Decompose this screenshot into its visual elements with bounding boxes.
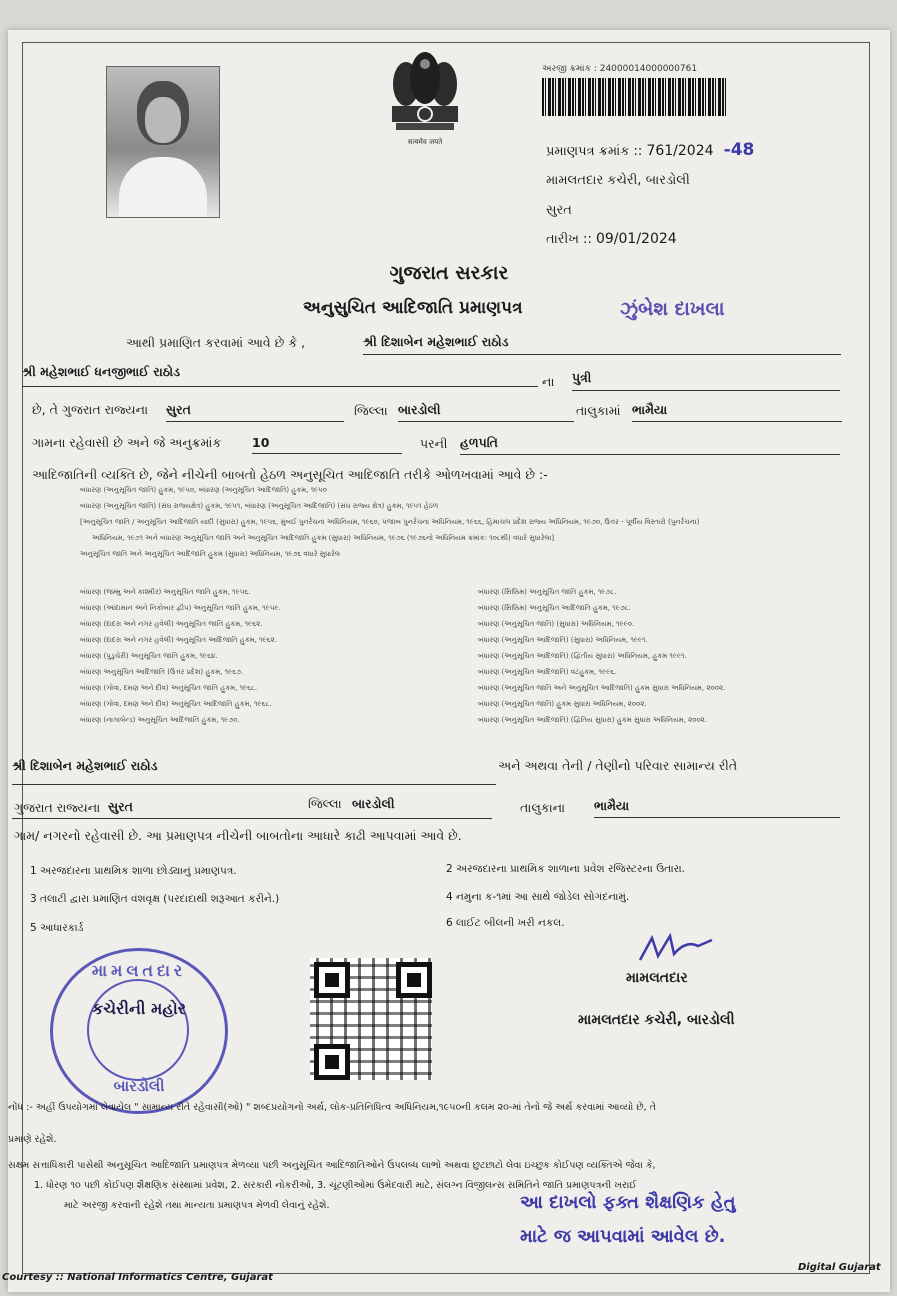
district: બારડોલી [398, 402, 574, 422]
document-4: 4 નમુના ક-૧માં આ સાથે જોડેલ સોગંદનામું. [446, 891, 630, 903]
family-text: અને અથવા તેની / તેણીનો પરિવાર સામાન્ય રીતે [498, 758, 738, 773]
issuing-district: સુરત [546, 203, 572, 218]
state-prefix: ગુજરાત રાજ્યના [14, 800, 101, 815]
note-line-3: સક્ષમ સત્તાધિકારી પાસેથી અનુસૂચિત આદિજાતિ પ્રમાણપત્ર મેળવ્યા પછી અનુસૂચિત આદિજાતિઓને ઉપલબ્ધ લાભો અથવા છુટછાટો લેવા ઇચ્છુક કોઈપણ વ્યક્તિએ જેવા કે, [8, 1160, 656, 1171]
document-3: 3 તલાટી દ્વારા પ્રમાણિત વંશવૃક્ષ (પરદાદાથી શરૂઆત કરીને.) [30, 893, 280, 905]
handwritten-note-2: માટે જ આપવામાં આવેલ છે. [520, 1226, 726, 1247]
document-6: 6 લાઈટ બીલની ખરી નકલ. [446, 917, 565, 929]
signature-mark [636, 930, 716, 966]
holder-name-2: શ્રી દિશાબેન મહેશભાઈ રાઠોડ [12, 758, 496, 785]
on-label: પરની [420, 436, 448, 451]
taluka-label-2: તાલુકાના [520, 800, 566, 815]
resident-text: ગામના રહેવાસી છે અને જે અનુક્રમાંક [32, 435, 222, 450]
office-seal: મામલતદાર કચેરીની મહોર બારડોલી [50, 948, 228, 1114]
district-label: જિલ્લા [354, 403, 388, 418]
village-2: સુરત [108, 799, 133, 814]
certificate-type-title: અનુસુચિત આદિજાતિ પ્રમાણપત્ર [303, 298, 523, 318]
holder-name: શ્રી દિશાબેન મહેશભાઈ રાઠોડ [363, 334, 841, 355]
applicant-photo [106, 66, 220, 218]
taluka: ભામૈયા [632, 402, 842, 422]
note-line-1: નોંધ :- અહીં ઉપયોગમાં લેવાયેલ " સામાન્ય રીતે રહેવાસી(ઓ) " શબ્દપ્રયોગનો અર્થ, લોક-પ્રતિનિધિત્વ અધિનિયમ,૧૯૫૦ની કલમ ૨૦-માં તેનો જે અર્થ કરવામાં આવ્યો છે, તે [8, 1102, 656, 1113]
qr-code [310, 958, 432, 1080]
handwritten-note-1: આ દાખલો ફક્ત શૈક્ષણિક હેતુ [520, 1192, 736, 1213]
footer-courtesy: Courtesy :: National Informatics Centre, Gujarat [2, 1272, 273, 1283]
campaign-stamp: ઝુંબેશ દાખલા [620, 298, 725, 320]
issue-date: તારીખ :: 09/01/2024 [546, 231, 677, 247]
document-2: 2 અરજદારના પ્રાથમિક શાળાના પ્રવેશ રજિસ્ટરના ઉતારા. [446, 863, 686, 875]
taluka-label: તાલુકામાં [576, 403, 621, 418]
note-line-5: માટે અરજી કરવાની રહેશે તથા માન્યતા પ્રમાણપત્ર મેળવી લેવાનું રહેશે. [64, 1200, 330, 1211]
national-emblem-icon [386, 46, 464, 146]
signatory-title: મામલતદાર [626, 970, 688, 986]
orders-left: બંધારણ (જમ્મુ અને કાશ્મીર) અનુસૂચિત જાતિ હુકમ, ૧૯૫૬. બંધારણ (આંદામાન અને નિકોબાર દ્વીપ) અનુસૂચિત જાતિ હુકમ, ૧૯૫૯. બંધારણ (દાદરા અને નગર હવેલી) અનુસૂચિત જાતિ હુકમ, ૧૯૬૨. બંધારણ (દાદરા અને નગર હવેલી) અનુસૂચિત આદિજાતિ હુકમ, ૧૯૬૨. બંધારણ (પુડુચેરી) અનુસૂચિત જાતિ હુકમ, ૧૯૬૪. બંધારણ અનુસૂચિત આદિજાતિ (ઉત્તર પ્રદેશ) હુકમ, ૧૯૬૭. બંધારણ (ગોવા, દમણ અને દીવ) અનુસૂચિત જાતિ હુકમ, ૧૯૬૮. બંધારણ (ગોવા, દમણ અને દીવ) અનુસૂચિત આદિજાતિ હુકમ, ૧૯૬૮. બંધારણ (નાગાલેન્ડ) અનુસૂચિત આદિજાતિ હુકમ, ૧૯૭૦. [80, 588, 281, 724]
footer-brand: Digital Gujarat [798, 1262, 881, 1273]
serial-number: 10 [252, 435, 402, 454]
certificate-number: પ્રમાણપત્ર ક્રમાંક :: 761/2024 -48 [546, 140, 755, 160]
district-2: બારડોલી [352, 796, 395, 811]
underline [12, 818, 492, 819]
district-label-2: જિલ્લા [308, 796, 342, 811]
relation: પુત્રી [572, 370, 840, 391]
document-1: 1 અરજદારના પ્રાથમિક શાળા છોડ્યાનું પ્રમાણપત્ર. [30, 865, 237, 877]
of-label: ના [542, 374, 555, 389]
orders-top: બંધારણ (અનુસૂચિત જાતિ) હુકમ, ૧૯૫૦, બંધારણ (અનુસૂચિત આદિજાતિ) હુકમ, ૧૯૫૦ બંધારણ (અનુસૂચિત જાતિ) (સંઘ રાજ્યક્ષેત્ર) હુકમ, ૧૯૫૧, બંધારણ (અનુસૂચિત આદિજાતિ) (સંઘ રાજ્ય ક્ષેત્ર) હુકમ, ૧૯૫૧ હેઠળ [અનુસૂચિત જાતિ / અનુસૂચિત આદિજાતિ યાદી (સુધારા) હુકમ, ૧૯૫૬, મુંબઈ પુનર્રચના અધિનિયમ, ૧૯૬૦, પંજાબ પુનર્રચના અધિનિયમ, ૧૯૬૬, હિમાચલ પ્રદેશ રાજ્ય અધિનિયમ, ૧૯૭૦, ઉત્તર - પૂર્વીય વિસ્તારો (પુનર્રચના) અધિનિયમ, ૧૯૭૧ અને બંધારણ અનુસૂચિત જાતિ અને અનુસૂચિત આદિજાતિ હુકમ (સુધારા) અધિનિયમ, ૧૯૭૬ (૧૯૭૬નો અધિનિયમ ક્રમાંક: ૧૦૮થી) વધારે સુધારેલા] અનુસૂચિત જાતિ અને અનુસૂચિત આદિજાતિ હુકમ (સુધારા) અધિનિયમ, ૧૯૭૬ વધારે સુધારેલ [80, 486, 700, 558]
taluka-2: ભામૈયા [594, 798, 840, 818]
tribal-text: આદિજાતિની વ્યક્તિ છે, જેને નીચેની બાબતો હેઠળ અનુસૂચિત આદિજાતિ તરીકે ઓળખવામાં આવે છે :- [32, 467, 548, 482]
note-line-2: પ્રમાણે રહેશે. [8, 1134, 57, 1145]
barcode [542, 78, 728, 116]
application-number: અરજી ક્રમાંક : 24000014000000761 [542, 64, 698, 74]
issuing-office: મામલતદાર કચેરી, બારડોલી [546, 173, 690, 188]
orders-right: બંધારણ (સિક્કિમ) અનુસૂચિત જાતિ હુકમ, ૧૯૭૮. બંધારણ (સિક્કિમ) અનુસૂચિત આદિજાતિ હુકમ, ૧૯૭૮. બંધારણ (અનુસૂચિત જાતિ) (સુધારા) અધિનિયમ, ૧૯૯૦. બંધારણ (અનુસૂચિત આદિજાતિ) (સુધારા) અધિનિયમ, ૧૯૯૧. બંધારણ (અનુસૂચિત આદિજાતિ) (દ્વિતીય સુધારા) અધિનિયમ, હુકમ ૧૯૯૧. બંધારણ (અનુસૂચિત આદિજાતિ) વટહુકમ, ૧૯૯૬. બંધારણ (અનુસૂચિત જાતિ અને અનુસૂચિત આદિજાતિ) હુકમ સુધારા અધિનિયમ, ૨૦૦૨. બંધારણ (અનુસૂચિત જાતિ) હુકમ સુધારા અધિનિયમ, ૨૦૦૨. બંધારણ (અનુસૂચિત આદિજાતિ) (દ્વિતિય સુધારા) હુકમ સુધારા અધિનિયમ, ૨૦૦૨. [478, 588, 726, 724]
signatory-office: મામલતદાર કચેરી, બારડોલી [578, 1012, 735, 1028]
certify-text: આથી પ્રમાણિત કરવામાં આવે છે કે , [126, 335, 306, 350]
basis-text: ગામ/ નગરનો રહેવાસી છે. આ પ્રમાણપત્ર નીચેની બાબતોના આધારે કાઢી આપવામાં આવે છે. [14, 828, 462, 843]
village: સુરત [166, 402, 344, 422]
tribe-name: હળપતિ [460, 435, 840, 455]
note-line-4: 1. ધોરણ ૧૦ પછી કોઈપણ શૈક્ષણિક સંસ્થામાં પ્રવેશ, 2. સરકારી નોકરીઓ, 3. ચૂંટણીઓમાં ઉમેદવારી માટે, સંલગ્ન વિજીલન્સ સમિતિને જાતિ પ્રમાણપત્રની ખરાઈ [34, 1180, 637, 1191]
father-name: શ્રી મહેશભાઈ ધનજીભાઈ રાઠોડ [22, 364, 538, 387]
document-5: 5 આધારકાર્ડ [30, 922, 84, 934]
state-text: છે, તે ગુજરાત રાજ્યના [32, 402, 149, 417]
emblem-motto: सत्यमेव जयते [407, 138, 443, 146]
certificate-sheet [2, 30, 890, 1292]
government-title: ગુજરાત સરકાર [389, 262, 509, 284]
